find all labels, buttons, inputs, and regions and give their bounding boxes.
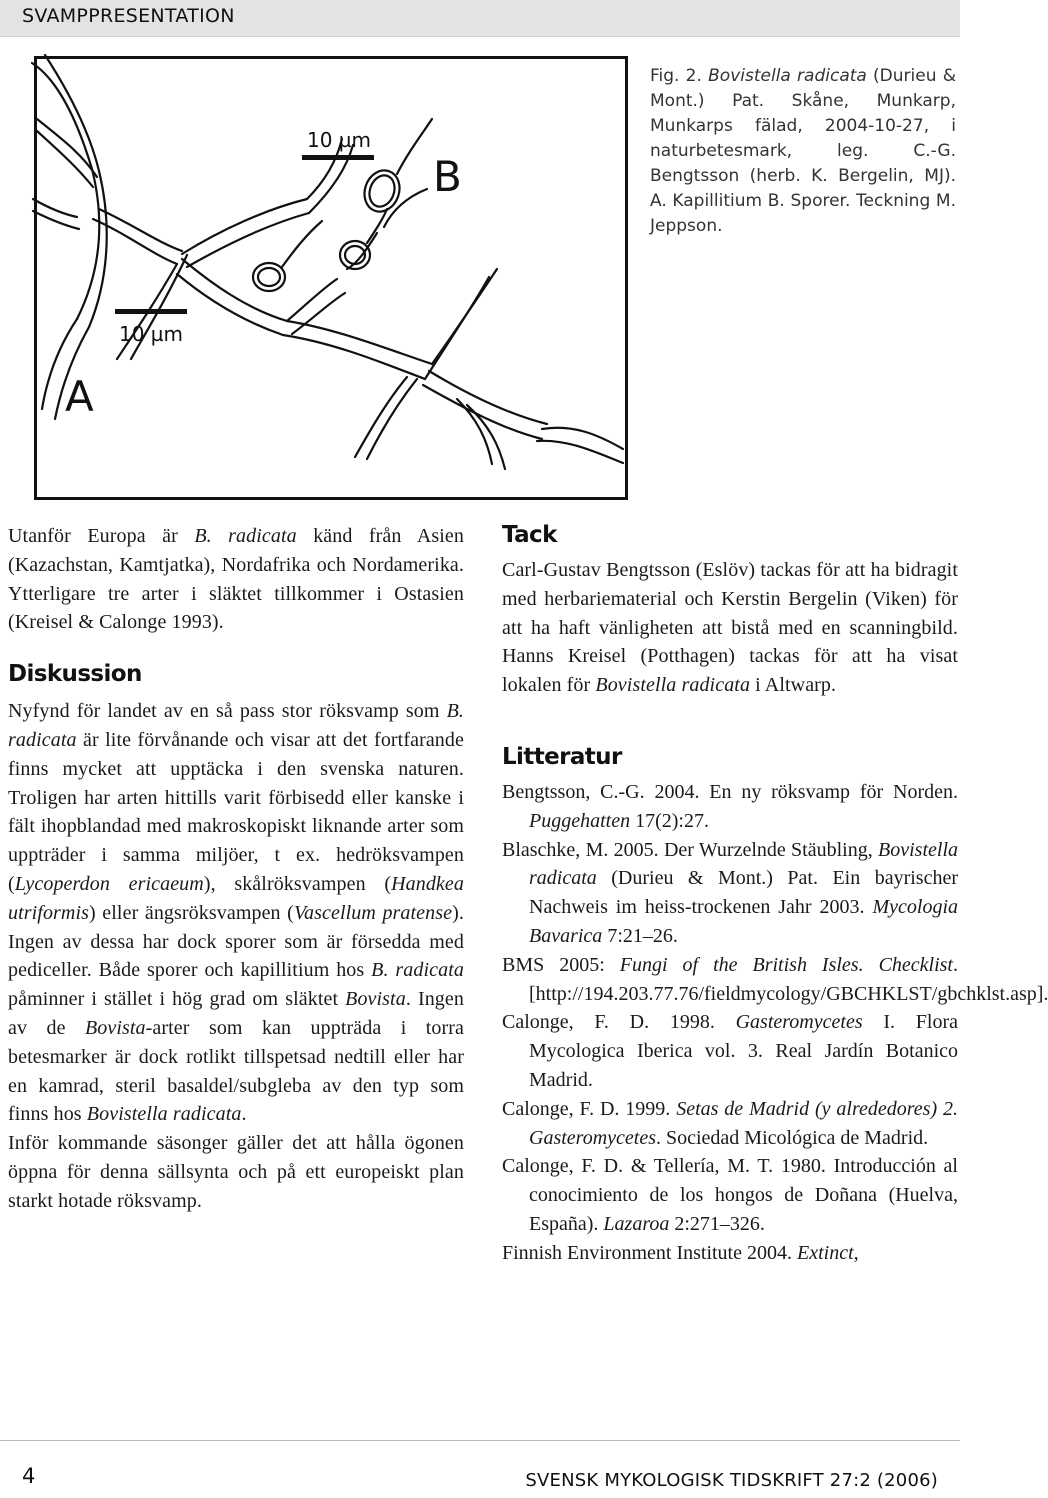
italic-text-run: Extinct, <box>797 1241 859 1264</box>
discussion-heading: Diskussion <box>8 661 142 688</box>
italic-text-run: Vascellum pratense <box>293 901 453 924</box>
italic-text-run: Mycologia Bavarica <box>529 896 958 947</box>
page-number: 4 <box>22 1464 36 1488</box>
italic-text-run: Lazaroa <box>603 1212 670 1235</box>
scale-label-a: 10 µm <box>119 322 184 346</box>
text-run: Calonge, F. D. & Tellería, M. T. 1980. Introducción al conocimiento de los hongos de Doñana (Huelva, España). <box>502 1155 958 1235</box>
section-title: SVAMPPRESENTATION <box>22 5 235 27</box>
italic-text-run: Bovista <box>345 988 406 1011</box>
caption-prefix: Fig. 2. <box>650 66 709 86</box>
thanks-paragraph <box>502 556 958 700</box>
text-run: Utanför Europa är <box>8 525 195 547</box>
text-run: ) eller ängsröksvampen ( <box>89 901 294 924</box>
journal-name: SVENSK MYKOLOGISK TIDSKRIFT 27:2 (2006) <box>525 1470 938 1491</box>
italic-text-run: B. radicata <box>194 525 297 547</box>
text-run: Bengtsson, C.-G. 2004. En ny röksvamp för Norden. <box>502 780 958 803</box>
italic-text-run: Puggehatten <box>529 809 631 832</box>
text-run: Nyfynd för landet av en så pass stor röksvamp som <box>8 700 447 723</box>
intro-paragraph <box>8 522 464 637</box>
left-column <box>8 522 464 1216</box>
text-run: BMS 2005: <box>502 953 620 976</box>
text-run: 7:21–26. <box>602 924 678 947</box>
text-run: Finnish Environment Institute 2004. <box>502 1241 797 1264</box>
italic-text-run: Setas de Madrid (y alrededores) 2. Gasteromycetes <box>529 1097 958 1149</box>
italic-text-run: B. radicata <box>371 959 464 982</box>
italic-text-run: Fungi of the British Isles. Checklist <box>619 953 953 976</box>
reference-entry <box>502 778 958 836</box>
caption-text: (Durieu & Mont.) Pat. Skåne, Munkarp, Munkarps fälad, 2004-10-27, i naturbetesmark, leg. C.-G. Bengtsson (herb. K. Bergelin, MJ). A. Kapillitium B. Sporer. Teckning M. Jeppson. <box>650 66 956 236</box>
text-run: -arter som kan uppträda i torra betesmarker är dock rotlikt tillspetsad nedtill eller har en kamrad, steril basaldel/subgleba av den typ som finns hos <box>8 1016 465 1126</box>
text-run: känd från Asien (Kazachstan, Kamtjatka), Nordafrika och Nordamerika. Ytterligare tre arter i släktet tillkommer i Ostasien (Kreisel & Calonge 1993). <box>8 525 464 634</box>
reference-entry <box>502 951 1048 1009</box>
text-run: Inför kommande säsonger gäller det att hålla ögonen öppna för denna sällsynta och på ett europeiskt plan starkt hotade röksvamp. <box>8 1132 464 1212</box>
text-run: . [http://194.203.77.76/fieldmycology/GBCHKLST/gbchklst.asp]. <box>529 953 1048 1005</box>
text-run: 17(2):27. <box>630 809 709 832</box>
closing-paragraph <box>8 1129 464 1215</box>
reference-entry <box>502 1008 958 1094</box>
text-run: I. Flora Mycologica Iberica vol. 3. Real Jardín Botanico Madrid. <box>529 1011 958 1091</box>
text-run: . <box>241 1103 247 1126</box>
reference-entry <box>502 1239 958 1268</box>
reference-entry <box>502 1095 958 1153</box>
text-run: . Sociedad Micológica de Madrid. <box>656 1126 929 1149</box>
italic-text-run: Bovistella radicata <box>529 838 958 890</box>
figure-drawing <box>34 56 628 500</box>
italic-text-run: Bovista <box>84 1016 146 1039</box>
italic-text-run: Bovistella radicata <box>86 1103 242 1126</box>
reference-entry <box>502 836 958 951</box>
text-run: är lite förvånande och visar att det fortfarande finns mycket att upptäcka i den svenska naturen. Troligen har arten hittills varit förbisedd eller kanske i fält ihopblandad med makroskopiskt liknande arter som uppträder i samma miljöer, t ex. hedröksvampen ( <box>8 728 464 895</box>
italic-text-run: Gasteromycetes <box>735 1011 863 1034</box>
right-column <box>502 522 1048 1268</box>
text-run: i Altwarp. <box>750 674 837 697</box>
text-run: Calonge, F. D. 1998. <box>502 1011 736 1034</box>
caption-species: Bovistella radicata <box>708 66 867 86</box>
capillitium-spores-illustration <box>37 59 625 497</box>
text-run: Blaschke, M. 2005. Der Wurzelnde Stäubling, <box>502 838 879 861</box>
panel-label-b: B <box>433 152 462 201</box>
thanks-heading: Tack <box>502 522 557 548</box>
italic-text-run: B. radicata <box>8 700 464 751</box>
text-run: 2:271–326. <box>669 1212 765 1235</box>
text-run: (Durieu & Mont.) Pat. Ein bayrischer Nachweis im heiss-trockenen Jahr 2003. <box>529 867 958 919</box>
literature-heading: Litteratur <box>502 743 622 770</box>
figure-caption <box>650 64 956 239</box>
panel-label-a: A <box>65 372 94 421</box>
reference-entry <box>502 1152 958 1238</box>
text-run: påminner i stället i hög grad om släktet <box>8 988 346 1011</box>
text-run: Calonge, F. D. 1999. <box>502 1097 677 1120</box>
footer-rule <box>0 1440 960 1441</box>
text-run: ). Ingen av dessa har dock sporer som är försedda med pediceller. Både sporer och kapillitium hos <box>8 901 464 982</box>
text-run: . Ingen av de <box>8 988 464 1039</box>
section-header-bar <box>0 0 960 37</box>
discussion-paragraph <box>8 697 464 1129</box>
text-run: Carl-Gustav Bengtsson (Eslöv) tackas för att ha bidragit med herbariematerial och Kerstin Bergelin (Viken) för att ha haft vänligheten att bistå med en scanningbild. Hanns Kreisel (Potthagen) tackas för att ha visat lokalen för <box>502 559 958 697</box>
text-run: ), skålröksvampen ( <box>203 872 392 895</box>
scale-label-b: 10 µm <box>307 128 372 152</box>
italic-text-run: Bovistella radicata <box>595 674 751 697</box>
italic-text-run: Lycoperdon ericaeum <box>14 872 204 895</box>
italic-text-run: Handkea utriformis <box>8 872 464 924</box>
reference-list <box>502 778 1048 1268</box>
